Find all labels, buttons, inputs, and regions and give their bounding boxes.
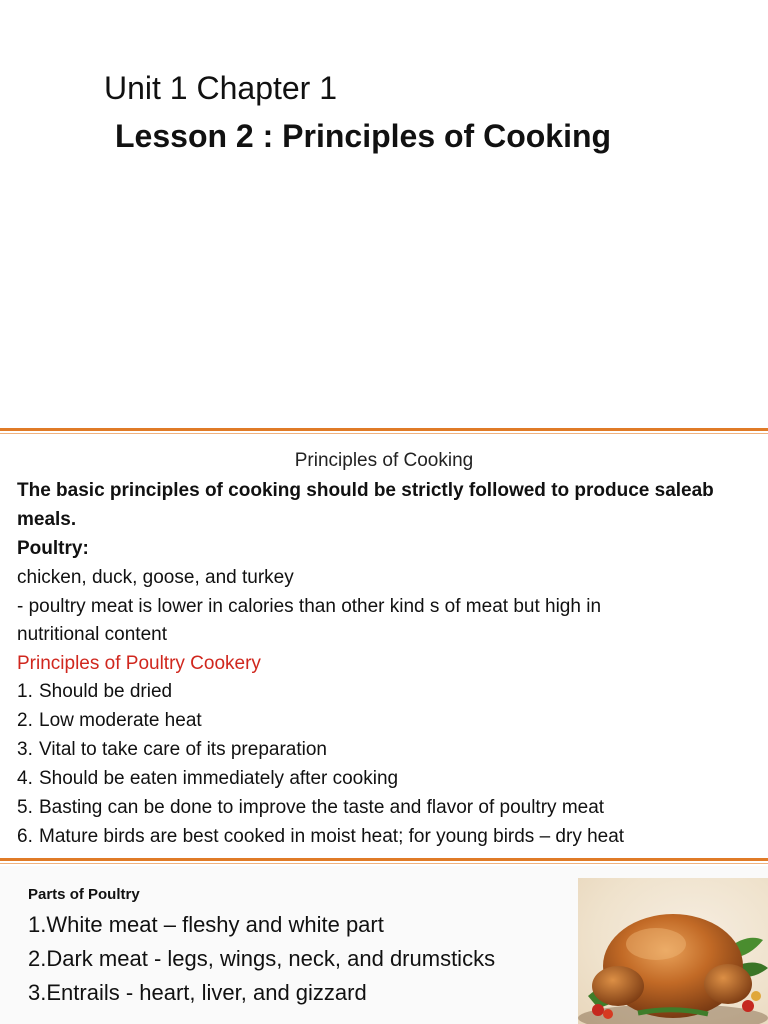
list-number: 2. [17,710,33,731]
poultry-note-line1: - poultry meat is lower in calories than other kind s of meat but high in [17,596,602,617]
parts-title: Parts of Poultry [28,886,140,903]
list-number: 5. [17,797,33,818]
list-text: Dark meat - legs, wings, neck, and drumsticks [46,946,496,971]
slide-title [0,0,768,428]
poultry-note-line2: nutritional content [17,624,167,645]
list-number: 3. [17,739,33,760]
list-text: Low moderate heat [39,710,202,731]
intro-text-line2: meals. [17,509,77,530]
intro-text-line1: The basic principles of cooking should be strictly followed to produce saleab [17,480,714,501]
list-number: 4. [17,768,33,789]
parts-item [28,980,367,1006]
list-number: 2. [28,946,47,971]
list-number: 1. [28,912,47,937]
roast-turkey-image [578,878,768,1024]
principle-item [17,709,202,733]
list-number: 6. [17,826,33,847]
list-number: 3. [28,980,47,1005]
principles-subheading: Principles of Poultry Cookery [17,653,261,674]
unit-title: Unit 1 Chapter 1 [104,70,338,106]
slide-divider [0,858,768,861]
poultry-label: Poultry: [17,538,89,559]
slide-principles [0,434,768,854]
list-text: Should be dried [39,681,173,702]
principle-item [17,738,327,762]
lesson-title: Lesson 2 : Principles of Cooking [115,118,612,154]
list-text: Should be eaten immediately after cooking [39,768,399,789]
list-text: Vital to take care of its preparation [39,739,327,760]
parts-item [28,912,384,938]
slide-divider-thin [0,863,768,864]
roast-turkey-illustration [578,878,768,1024]
list-text: Mature birds are best cooked in moist heat; for young birds – dry heat [39,826,625,847]
parts-item [28,946,495,972]
list-text: White meat – fleshy and white part [46,912,384,937]
poultry-types: chicken, duck, goose, and turkey [17,567,294,588]
slide-heading: Principles of Cooking [294,450,474,471]
principle-item [17,680,172,704]
slide-parts-of-poultry [0,866,768,1024]
list-text: Entrails - heart, liver, and gizzard [46,980,367,1005]
principle-item [17,796,604,820]
list-text: Basting can be done to improve the taste and flavor of poultry meat [39,797,605,818]
list-number: 1. [17,681,33,702]
slide-divider [0,428,768,431]
principle-item [17,767,398,791]
principle-item [17,825,624,849]
